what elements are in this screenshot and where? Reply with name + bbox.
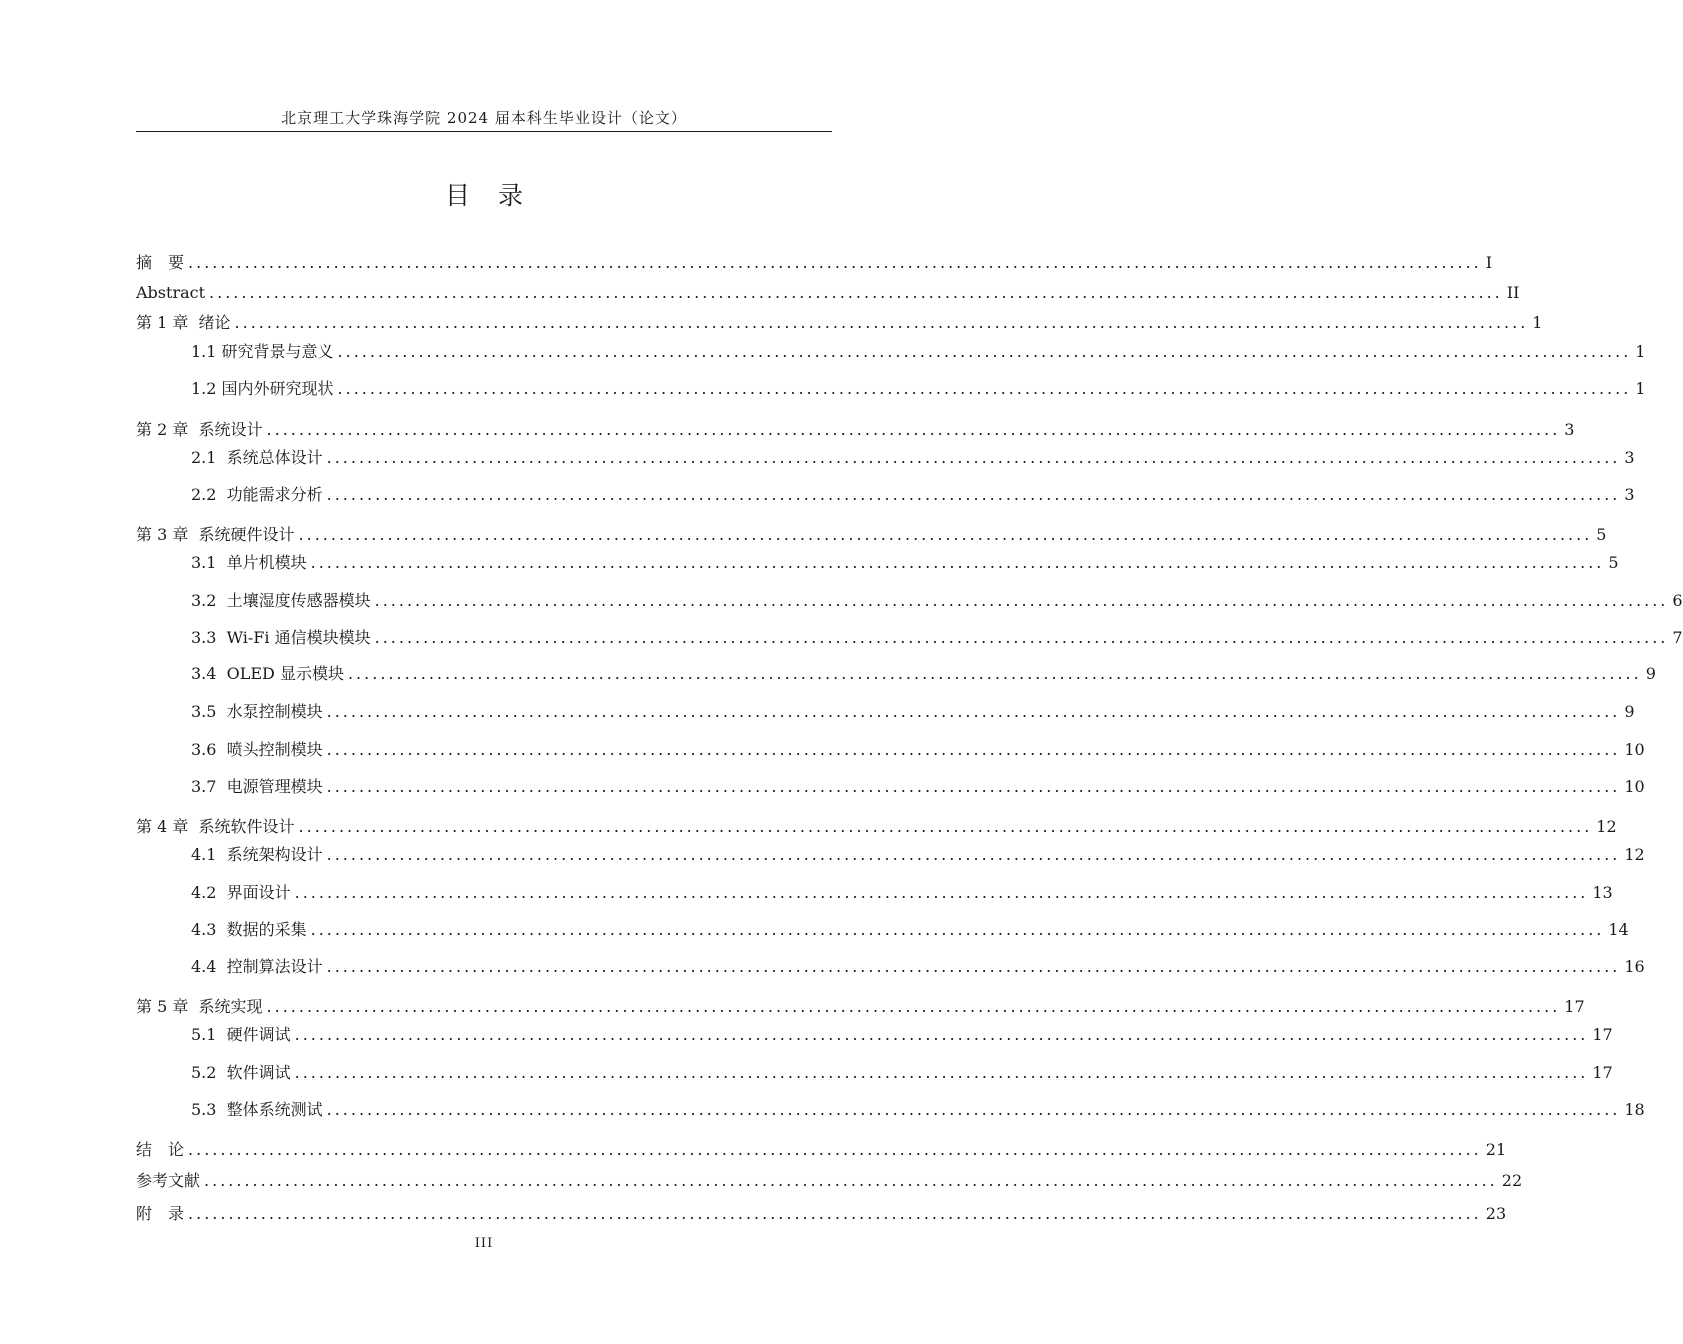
toc-dot-leader: ................................................................................................................................................................ bbox=[266, 997, 1561, 1016]
toc-entry-label: 5.3 整体系统测试 bbox=[191, 1100, 323, 1119]
toc-entry-page-number: 21 bbox=[1485, 1140, 1507, 1159]
toc-entry-page-number: 10 bbox=[1624, 740, 1645, 759]
toc-entry-page-number: 3 bbox=[1564, 420, 1575, 439]
toc-entry[interactable] bbox=[191, 663, 1656, 685]
toc-entry-label: 第 1 章 绪论 bbox=[136, 313, 231, 332]
toc-entry[interactable] bbox=[191, 552, 1619, 574]
toc-entry-label: 3.7 电源管理模块 bbox=[191, 777, 323, 796]
toc-entry-label: 3.2 土壤湿度传感器模块 bbox=[191, 591, 371, 610]
toc-entry-page-number: 23 bbox=[1485, 1204, 1507, 1223]
toc-dot-leader: ................................................................................................................................................................ bbox=[266, 420, 1561, 439]
toc-dot-leader: ................................................................................................................................................................ bbox=[188, 253, 1482, 272]
toc-entry[interactable] bbox=[136, 1170, 1523, 1192]
toc-title-char-1: 目 bbox=[444, 181, 470, 210]
toc-dot-leader: ................................................................................................................................................................ bbox=[326, 1100, 1621, 1119]
toc-entry[interactable] bbox=[191, 739, 1645, 761]
toc-entry[interactable] bbox=[191, 844, 1645, 866]
toc-dot-leader: ................................................................................................................................................................ bbox=[294, 883, 1589, 902]
toc-entry[interactable] bbox=[136, 996, 1585, 1018]
toc-dot-leader: ................................................................................................................................................................ bbox=[374, 628, 1669, 647]
toc-entry-label: 4.2 界面设计 bbox=[191, 883, 291, 902]
toc-entry-label: 附 录 bbox=[136, 1204, 185, 1223]
toc-entry-page-number: 16 bbox=[1624, 957, 1645, 976]
toc-entry-label: 3.4 OLED 显示模块 bbox=[191, 664, 344, 683]
toc-entry-label: 4.4 控制算法设计 bbox=[191, 957, 323, 976]
toc-entry-label: 4.1 系统架构设计 bbox=[191, 845, 323, 864]
toc-entry-page-number: 5 bbox=[1608, 553, 1619, 572]
running-header: 北京理工大学珠海学院 2024 届本科生毕业设计（论文） bbox=[281, 109, 687, 127]
toc-entry-label: 3.1 单片机模块 bbox=[191, 553, 307, 572]
toc-entry[interactable] bbox=[136, 312, 1543, 334]
toc-entry[interactable] bbox=[136, 816, 1617, 838]
toc-entry[interactable] bbox=[136, 252, 1493, 274]
toc-entry-label: 2.2 功能需求分析 bbox=[191, 485, 323, 504]
toc-entry-label: 4.3 数据的采集 bbox=[191, 920, 307, 939]
toc-entry-label: Abstract bbox=[136, 283, 206, 302]
toc-dot-leader: ................................................................................................................................................................ bbox=[298, 525, 1593, 544]
toc-entry-label: 1.1 研究背景与意义 bbox=[191, 342, 334, 361]
toc-dot-leader: ................................................................................................................................................................ bbox=[326, 485, 1621, 504]
toc-dot-leader: ................................................................................................................................................................ bbox=[326, 740, 1621, 759]
toc-dot-leader: ................................................................................................................................................................ bbox=[188, 1140, 1482, 1159]
toc-entry-page-number: 13 bbox=[1592, 883, 1613, 902]
toc-entry[interactable] bbox=[191, 378, 1646, 400]
toc-entry-page-number: 6 bbox=[1672, 591, 1683, 610]
toc-entry-page-number: 9 bbox=[1624, 702, 1635, 721]
page-number: III bbox=[474, 1236, 494, 1251]
toc-dot-leader: ................................................................................................................................................................ bbox=[326, 702, 1621, 721]
toc-entry[interactable] bbox=[136, 1203, 1507, 1225]
toc-dot-leader: ................................................................................................................................................................ bbox=[347, 664, 1642, 683]
toc-dot-leader: ................................................................................................................................................................ bbox=[326, 845, 1621, 864]
toc-entry-page-number: 1 bbox=[1635, 342, 1646, 361]
toc-entry-label: 第 3 章 系统硬件设计 bbox=[136, 525, 295, 544]
toc-entry[interactable] bbox=[191, 1062, 1613, 1084]
toc-entry-page-number: 10 bbox=[1624, 777, 1645, 796]
toc-entry-page-number: 17 bbox=[1592, 1063, 1613, 1082]
toc-dot-leader: ................................................................................................................................................................ bbox=[374, 591, 1669, 610]
toc-entry-page-number: I bbox=[1485, 253, 1493, 272]
toc-dot-leader: ................................................................................................................................................................ bbox=[337, 342, 1632, 361]
toc-dot-leader: ................................................................................................................................................................ bbox=[310, 920, 1605, 939]
toc-title-char-2: 录 bbox=[498, 181, 524, 210]
toc-dot-leader: ................................................................................................................................................................ bbox=[294, 1063, 1589, 1082]
toc-entry-label: 结 论 bbox=[136, 1140, 185, 1159]
toc-entry[interactable] bbox=[191, 776, 1645, 798]
toc-dot-leader: ................................................................................................................................................................ bbox=[326, 957, 1621, 976]
toc-entry-label: 第 2 章 系统设计 bbox=[136, 420, 263, 439]
toc-entry-label: 参考文献 bbox=[136, 1171, 201, 1190]
toc-dot-leader: ................................................................................................................................................................ bbox=[204, 1171, 1498, 1190]
toc-dot-leader: ................................................................................................................................................................ bbox=[326, 777, 1621, 796]
toc-entry-page-number: 12 bbox=[1596, 817, 1617, 836]
toc-entry-page-number: 17 bbox=[1564, 997, 1585, 1016]
toc-entry[interactable] bbox=[191, 956, 1645, 978]
toc-entry[interactable] bbox=[191, 590, 1683, 612]
toc-entry-label: 1.2 国内外研究现状 bbox=[191, 379, 334, 398]
toc-entry[interactable] bbox=[136, 524, 1607, 546]
toc-entry-page-number: 18 bbox=[1624, 1100, 1645, 1119]
toc-entry-label: 第 5 章 系统实现 bbox=[136, 997, 263, 1016]
toc-dot-leader: ................................................................................................................................................................ bbox=[337, 379, 1632, 398]
toc-entry-page-number: 3 bbox=[1624, 485, 1635, 504]
toc-dot-leader: ................................................................................................................................................................ bbox=[188, 1204, 1482, 1223]
toc-entry-label: 摘 要 bbox=[136, 253, 185, 272]
toc-entry-page-number: 17 bbox=[1592, 1025, 1613, 1044]
toc-entry[interactable] bbox=[191, 882, 1613, 904]
toc-entry-label: 3.5 水泵控制模块 bbox=[191, 702, 323, 721]
toc-dot-leader: ................................................................................................................................................................ bbox=[310, 553, 1605, 572]
toc-entry-page-number: II bbox=[1506, 283, 1520, 302]
toc-entry[interactable] bbox=[191, 447, 1635, 469]
toc-entry[interactable] bbox=[191, 627, 1683, 649]
toc-entry[interactable] bbox=[191, 701, 1635, 723]
toc-dot-leader: ................................................................................................................................................................ bbox=[209, 283, 1503, 302]
toc-entry-page-number: 12 bbox=[1624, 845, 1645, 864]
toc-entry-page-number: 5 bbox=[1596, 525, 1607, 544]
toc-entry[interactable] bbox=[136, 419, 1575, 441]
toc-entry-label: 5.2 软件调试 bbox=[191, 1063, 291, 1082]
toc-entry-page-number: 7 bbox=[1672, 628, 1683, 647]
toc-entry-label: 3.6 喷头控制模块 bbox=[191, 740, 323, 759]
toc-entry-label: 3.3 Wi-Fi 通信模块模块 bbox=[191, 628, 371, 647]
toc-dot-leader: ................................................................................................................................................................ bbox=[234, 313, 1529, 332]
toc-entry-page-number: 1 bbox=[1532, 313, 1543, 332]
toc-entry-page-number: 14 bbox=[1608, 920, 1629, 939]
toc-dot-leader: ................................................................................................................................................................ bbox=[326, 448, 1621, 467]
toc-entry[interactable] bbox=[191, 1024, 1613, 1046]
toc-entry-label: 5.1 硬件调试 bbox=[191, 1025, 291, 1044]
toc-entry[interactable] bbox=[136, 1139, 1507, 1161]
toc-entry[interactable] bbox=[136, 282, 1520, 304]
toc-entry-label: 2.1 系统总体设计 bbox=[191, 448, 323, 467]
toc-dot-leader: ................................................................................................................................................................ bbox=[294, 1025, 1589, 1044]
toc-entry[interactable] bbox=[191, 1099, 1645, 1121]
toc-entry[interactable] bbox=[191, 484, 1635, 506]
toc-entry[interactable] bbox=[191, 341, 1646, 363]
toc-entry[interactable] bbox=[191, 919, 1629, 941]
toc-entry-page-number: 1 bbox=[1635, 379, 1646, 398]
toc-entry-label: 第 4 章 系统软件设计 bbox=[136, 817, 295, 836]
toc-entry-page-number: 9 bbox=[1645, 664, 1656, 683]
toc-entry-page-number: 22 bbox=[1501, 1171, 1523, 1190]
toc-dot-leader: ................................................................................................................................................................ bbox=[298, 817, 1593, 836]
toc-entry-page-number: 3 bbox=[1624, 448, 1635, 467]
